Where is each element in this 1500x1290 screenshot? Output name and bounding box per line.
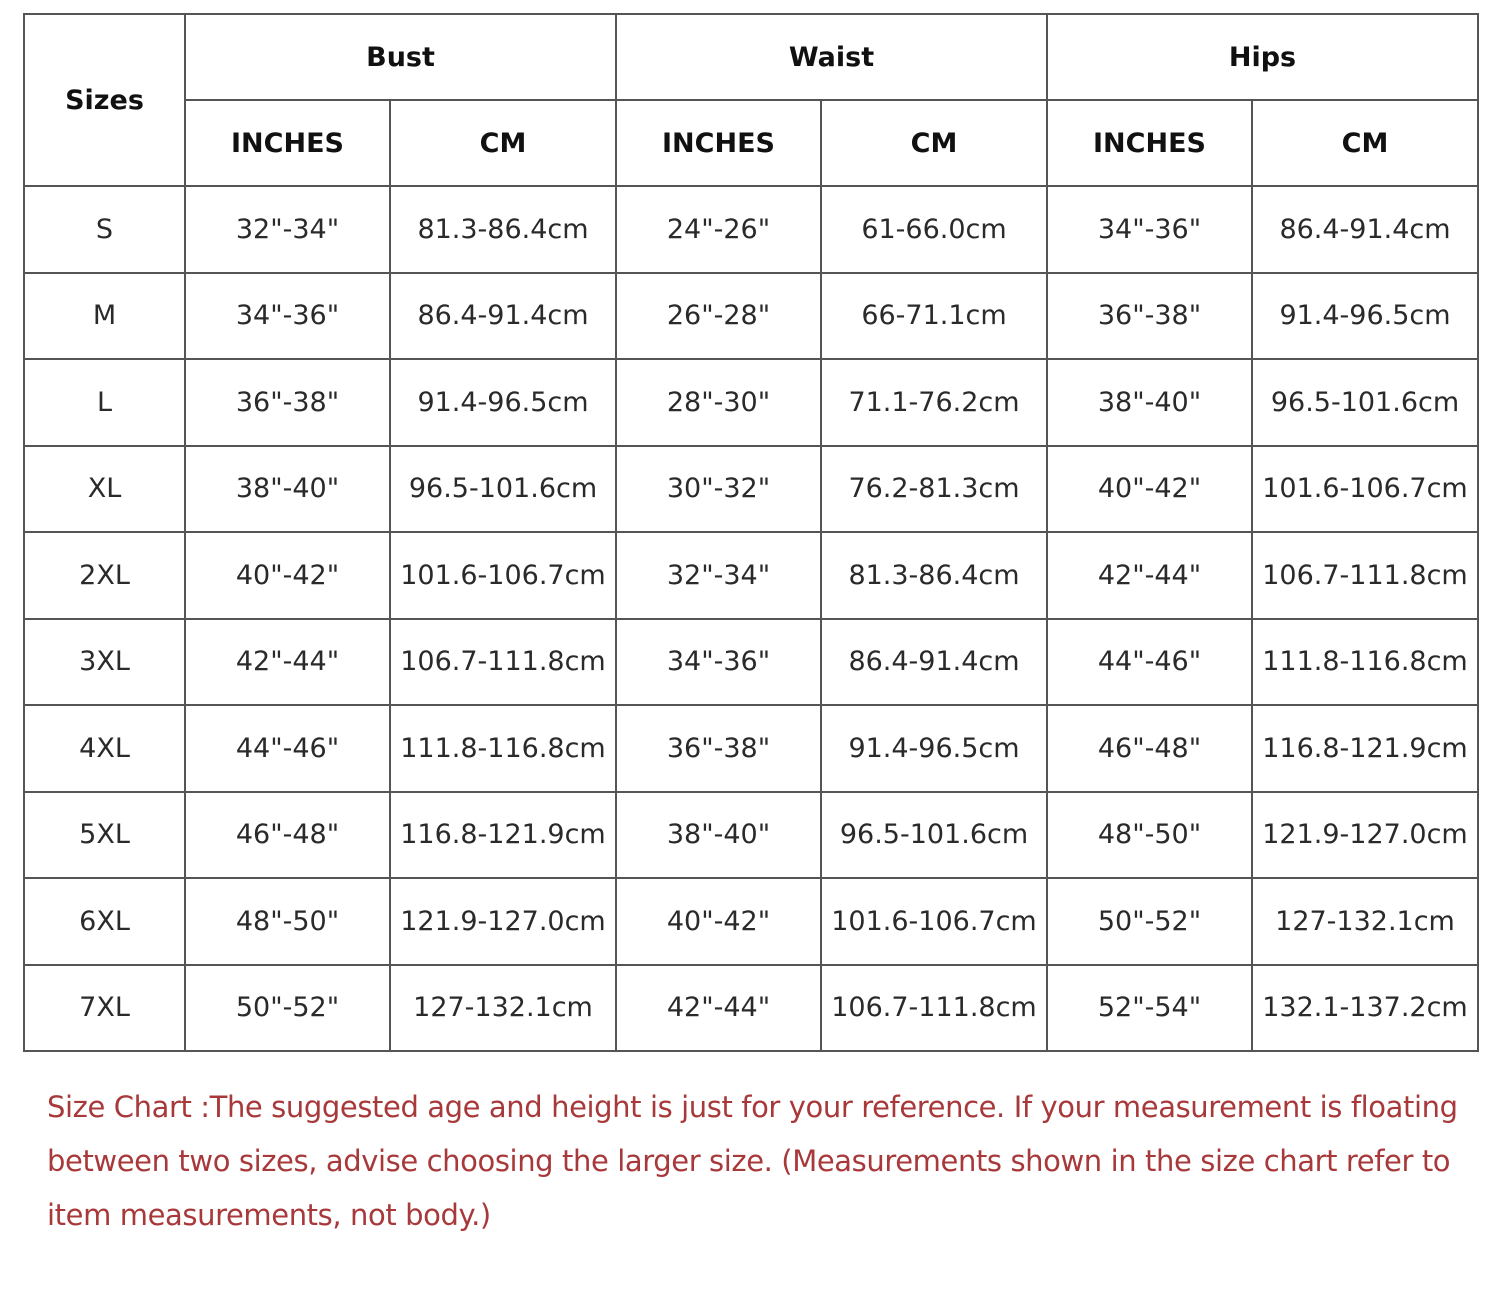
waist-inches-cell: 26"-28"	[616, 273, 821, 360]
header-row-units	[24, 100, 1478, 186]
waist-cm-cell: 76.2-81.3cm	[821, 446, 1047, 533]
hips-header: Hips	[1047, 14, 1478, 100]
size-cell: 7XL	[24, 965, 185, 1052]
size-cell: XL	[24, 446, 185, 533]
bust-cm-cell: 101.6-106.7cm	[390, 532, 616, 619]
header-row-groups	[24, 14, 1478, 100]
waist-inches-cell: 40"-42"	[616, 878, 821, 965]
hips-inches-cell: 44"-46"	[1047, 619, 1252, 706]
waist-inches-cell: 30"-32"	[616, 446, 821, 533]
waist-cm-cell: 66-71.1cm	[821, 273, 1047, 360]
waist-cm-header: CM	[821, 100, 1047, 186]
hips-cm-cell: 121.9-127.0cm	[1252, 792, 1478, 879]
bust-inches-cell: 40"-42"	[185, 532, 390, 619]
bust-cm-header: CM	[390, 100, 616, 186]
size-cell: L	[24, 359, 185, 446]
hips-inches-cell: 50"-52"	[1047, 878, 1252, 965]
bust-cm-cell: 116.8-121.9cm	[390, 792, 616, 879]
size-cell: 2XL	[24, 532, 185, 619]
hips-inches-cell: 48"-50"	[1047, 792, 1252, 879]
bust-cm-cell: 96.5-101.6cm	[390, 446, 616, 533]
bust-inches-cell: 46"-48"	[185, 792, 390, 879]
hips-cm-cell: 127-132.1cm	[1252, 878, 1478, 965]
table-row	[24, 792, 1478, 879]
table-row	[24, 965, 1478, 1052]
hips-inches-cell: 34"-36"	[1047, 186, 1252, 273]
waist-inches-cell: 32"-34"	[616, 532, 821, 619]
hips-cm-cell: 116.8-121.9cm	[1252, 705, 1478, 792]
waist-cm-cell: 61-66.0cm	[821, 186, 1047, 273]
hips-inches-cell: 36"-38"	[1047, 273, 1252, 360]
table-row	[24, 619, 1478, 706]
waist-cm-cell: 96.5-101.6cm	[821, 792, 1047, 879]
bust-cm-cell: 86.4-91.4cm	[390, 273, 616, 360]
table-row	[24, 446, 1478, 533]
bust-inches-cell: 44"-46"	[185, 705, 390, 792]
table-row	[24, 359, 1478, 446]
hips-cm-header: CM	[1252, 100, 1478, 186]
bust-inches-header: INCHES	[185, 100, 390, 186]
waist-cm-cell: 101.6-106.7cm	[821, 878, 1047, 965]
bust-cm-cell: 91.4-96.5cm	[390, 359, 616, 446]
hips-inches-cell: 52"-54"	[1047, 965, 1252, 1052]
hips-cm-cell: 91.4-96.5cm	[1252, 273, 1478, 360]
table-row	[24, 878, 1478, 965]
table-row	[24, 705, 1478, 792]
table-row	[24, 532, 1478, 619]
waist-cm-cell: 86.4-91.4cm	[821, 619, 1047, 706]
bust-cm-cell: 111.8-116.8cm	[390, 705, 616, 792]
bust-inches-cell: 38"-40"	[185, 446, 390, 533]
waist-cm-cell: 81.3-86.4cm	[821, 532, 1047, 619]
size-cell: M	[24, 273, 185, 360]
bust-inches-cell: 34"-36"	[185, 273, 390, 360]
waist-inches-cell: 42"-44"	[616, 965, 821, 1052]
sizes-header: Sizes	[24, 14, 185, 186]
size-cell: S	[24, 186, 185, 273]
hips-inches-cell: 46"-48"	[1047, 705, 1252, 792]
bust-cm-cell: 81.3-86.4cm	[390, 186, 616, 273]
hips-cm-cell: 111.8-116.8cm	[1252, 619, 1478, 706]
bust-cm-cell: 127-132.1cm	[390, 965, 616, 1052]
size-chart	[23, 13, 1477, 1052]
table-row	[24, 273, 1478, 360]
waist-header: Waist	[616, 14, 1047, 100]
size-cell: 5XL	[24, 792, 185, 879]
waist-inches-cell: 34"-36"	[616, 619, 821, 706]
bust-inches-cell: 42"-44"	[185, 619, 390, 706]
size-cell: 4XL	[24, 705, 185, 792]
size-table	[23, 13, 1479, 1052]
size-cell: 6XL	[24, 878, 185, 965]
bust-cm-cell: 121.9-127.0cm	[390, 878, 616, 965]
size-rows	[24, 186, 1478, 1051]
waist-inches-cell: 36"-38"	[616, 705, 821, 792]
hips-inches-header: INCHES	[1047, 100, 1252, 186]
bust-inches-cell: 36"-38"	[185, 359, 390, 446]
waist-inches-cell: 24"-26"	[616, 186, 821, 273]
waist-inches-header: INCHES	[616, 100, 821, 186]
waist-inches-cell: 38"-40"	[616, 792, 821, 879]
table-row	[24, 186, 1478, 273]
waist-cm-cell: 91.4-96.5cm	[821, 705, 1047, 792]
hips-inches-cell: 40"-42"	[1047, 446, 1252, 533]
bust-inches-cell: 48"-50"	[185, 878, 390, 965]
hips-cm-cell: 132.1-137.2cm	[1252, 965, 1478, 1052]
hips-cm-cell: 86.4-91.4cm	[1252, 186, 1478, 273]
hips-cm-cell: 101.6-106.7cm	[1252, 446, 1478, 533]
bust-header: Bust	[185, 14, 616, 100]
bust-inches-cell: 50"-52"	[185, 965, 390, 1052]
waist-inches-cell: 28"-30"	[616, 359, 821, 446]
hips-cm-cell: 106.7-111.8cm	[1252, 532, 1478, 619]
bust-inches-cell: 32"-34"	[185, 186, 390, 273]
hips-inches-cell: 42"-44"	[1047, 532, 1252, 619]
size-chart-note: Size Chart :The suggested age and height is just for your reference. If your measurement is floating between two sizes, advise choosing the larger size. (Measurements shown in the size chart refer to item measurements, not body.)	[47, 1090, 1458, 1232]
bust-cm-cell: 106.7-111.8cm	[390, 619, 616, 706]
waist-cm-cell: 106.7-111.8cm	[821, 965, 1047, 1052]
hips-cm-cell: 96.5-101.6cm	[1252, 359, 1478, 446]
hips-inches-cell: 38"-40"	[1047, 359, 1252, 446]
size-cell: 3XL	[24, 619, 185, 706]
waist-cm-cell: 71.1-76.2cm	[821, 359, 1047, 446]
